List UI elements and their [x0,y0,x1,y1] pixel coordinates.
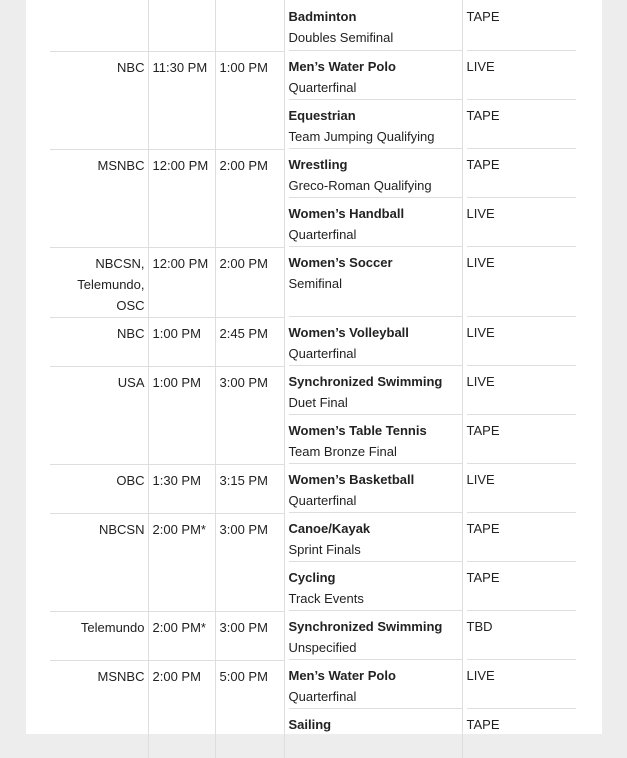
schedule-row [50,317,576,366]
event-item [289,562,462,611]
event-name: Synchronized Swimming [288,374,443,389]
network-cell [50,366,148,464]
status-cell [462,464,576,513]
network-name: NBCSN, [95,255,145,271]
network-cell [50,464,148,513]
status-cell [462,611,576,660]
event-item [289,247,462,317]
network-name: Telemundo [80,619,145,635]
event-description: Quarterfinal [288,346,357,361]
network-cell [50,51,148,149]
schedule-row [50,611,576,660]
broadcast-status: TAPE [467,562,577,611]
event-description: Quarterfinal [288,493,357,508]
eastern-time-cell: 12:00 PM [148,149,215,247]
event-cell [284,366,462,464]
event-description: Quarterfinal [288,80,357,95]
event-description: Quarterfinal [288,689,357,704]
network-name: NBC [117,325,145,341]
event-cell [284,513,462,611]
event-item [289,611,462,660]
event-item [289,317,462,366]
network-name: OBC [116,472,145,488]
event-cell [284,0,462,51]
event-description: Semifinal [288,276,342,291]
event-description: Team Jumping Qualifying [288,129,435,144]
network-cell [50,0,148,51]
eastern-time-cell: 1:00 PM [148,317,215,366]
event-item [289,149,462,198]
broadcast-status: TAPE [467,0,577,51]
event-item [289,415,462,464]
network-name: USA [117,374,145,390]
pacific-time-cell: 1:00 PM [215,51,284,149]
network-name: Telemundo, [77,276,145,292]
event-name: Sailing [288,717,332,732]
schedule-table [50,0,576,758]
eastern-time-cell: 11:30 PM [148,51,215,149]
eastern-time-cell: 2:00 PM* [148,513,215,611]
eastern-time-cell: 1:30 PM [148,464,215,513]
network-name: MSNBC [97,668,145,684]
event-cell [284,611,462,660]
broadcast-status: TAPE [467,149,577,198]
network-cell [50,660,148,758]
network-name: NBC [117,59,145,75]
event-item [289,0,462,51]
eastern-time-cell [148,0,215,51]
eastern-time-cell: 2:00 PM [148,660,215,758]
status-cell [462,317,576,366]
broadcast-status: LIVE [467,247,577,317]
network-name: NBCSN [98,521,145,537]
eastern-time-cell: 12:00 PM [148,247,215,317]
network-cell [50,317,148,366]
event-name: Canoe/Kayak [288,521,371,536]
network-name: OSC [116,297,145,313]
status-cell [462,513,576,611]
event-name: Synchronized Swimming [288,619,443,634]
event-name: Badminton [288,9,357,24]
event-description: Team Bronze Final [288,444,397,459]
event-item [289,100,462,149]
pacific-time-cell: 5:00 PM [215,660,284,758]
event-cell [284,317,462,366]
schedule-row [50,0,576,51]
broadcast-status: TAPE [466,717,500,732]
event-name: Men’s Water Polo [288,59,396,74]
schedule-page [26,0,602,734]
event-item [289,366,462,415]
event-name: Men’s Water Polo [288,668,396,683]
event-name: Women’s Soccer [288,255,393,270]
schedule-row [50,660,576,758]
event-cell [284,660,462,758]
broadcast-status: TBD [467,611,577,660]
broadcast-status: LIVE [467,198,577,247]
event-name: Women’s Handball [288,206,405,221]
schedule-row [50,51,576,149]
schedule-row [50,464,576,513]
network-cell [50,513,148,611]
broadcast-status: LIVE [467,51,577,100]
event-description: Sprint Finals [288,542,361,557]
event-description: Quarterfinal [288,227,357,242]
event-name: Wrestling [288,157,348,172]
pacific-time-cell: 2:00 PM [215,247,284,317]
broadcast-status: TAPE [467,100,577,149]
event-cell [284,464,462,513]
network-name: MSNBC [97,157,145,173]
network-cell [50,247,148,317]
status-cell [462,660,576,758]
event-name: Women’s Table Tennis [288,423,427,438]
event-item [289,51,462,100]
event-description: Duet Final [288,395,348,410]
schedule-row [50,513,576,611]
schedule-row [50,247,576,317]
event-cell [284,247,462,317]
event-item [289,660,462,709]
broadcast-status: TAPE [467,415,577,464]
pacific-time-cell: 2:00 PM [215,149,284,247]
pacific-time-cell: 3:00 PM [215,611,284,660]
broadcast-status: TAPE [467,513,577,562]
eastern-time-cell: 1:00 PM [148,366,215,464]
event-name: Women’s Volleyball [288,325,409,340]
network-cell [50,149,148,247]
broadcast-status: LIVE [467,660,577,709]
event-item [289,198,462,247]
schedule-row [50,149,576,247]
status-cell [462,366,576,464]
pacific-time-cell: 3:00 PM [215,513,284,611]
broadcast-status: LIVE [467,317,577,366]
pacific-time-cell: 3:15 PM [215,464,284,513]
pacific-time-cell: 2:45 PM [215,317,284,366]
event-item [289,513,462,562]
status-cell [462,247,576,317]
event-name: Equestrian [288,108,356,123]
event-cell [284,149,462,247]
eastern-time-cell: 2:00 PM* [148,611,215,660]
status-cell [462,51,576,149]
event-description: Track Events [288,591,364,606]
event-cell [284,51,462,149]
status-cell [462,0,576,51]
event-description: Unspecified [288,640,357,655]
broadcast-status: LIVE [467,366,577,415]
event-description: Greco-Roman Qualifying [288,178,432,193]
pacific-time-cell: 3:00 PM [215,366,284,464]
pacific-time-cell [215,0,284,51]
network-cell [50,611,148,660]
schedule-row [50,366,576,464]
status-cell [462,149,576,247]
event-name: Cycling [288,570,336,585]
event-description: Doubles Semifinal [288,30,394,45]
event-name: Women’s Basketball [288,472,415,487]
event-item [289,464,462,513]
broadcast-status: LIVE [467,464,577,513]
